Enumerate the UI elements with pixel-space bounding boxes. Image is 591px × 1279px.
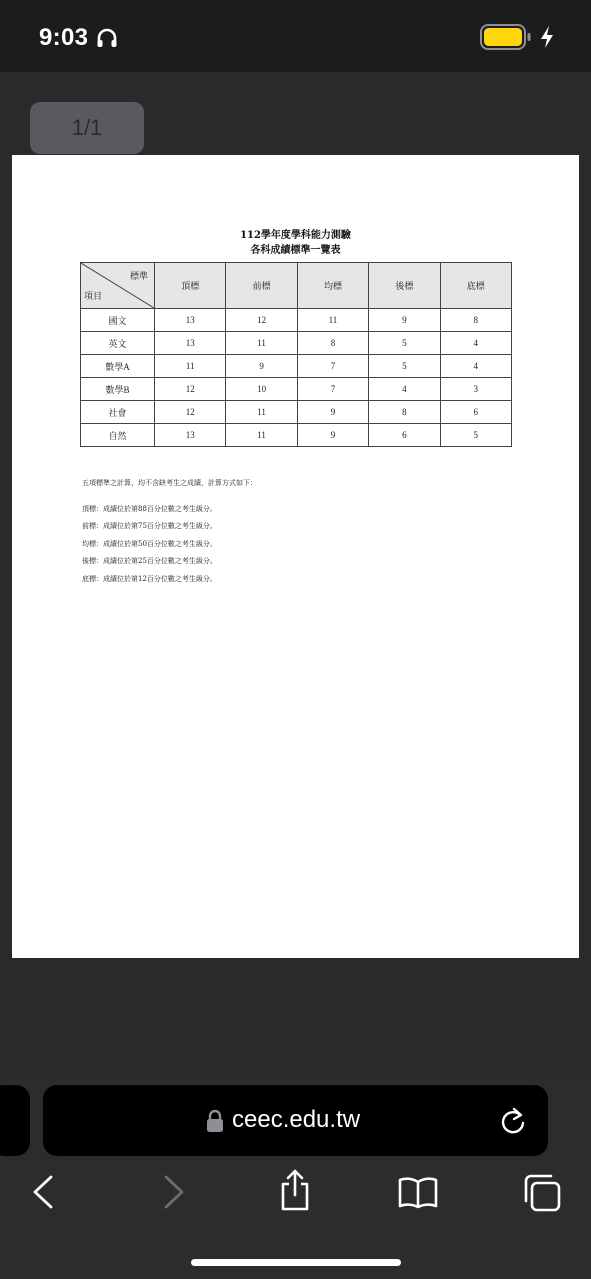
- share-icon[interactable]: [278, 1168, 312, 1212]
- table-cell: 4: [440, 332, 511, 355]
- column-header: 底標: [440, 263, 511, 309]
- column-header: 頂標: [155, 263, 226, 309]
- table-cell: 8: [297, 332, 368, 355]
- status-bar: [0, 0, 591, 72]
- document-title: [12, 228, 579, 258]
- row-subject: 自然: [81, 424, 155, 447]
- table-cell: 9: [226, 355, 297, 378]
- bookmarks-book-icon[interactable]: [397, 1175, 439, 1209]
- table-cell: 12: [226, 309, 297, 332]
- home-indicator[interactable]: [191, 1259, 401, 1266]
- table-cell: 12: [155, 378, 226, 401]
- table-row: [81, 309, 512, 332]
- page-counter: 1/1: [30, 102, 144, 154]
- column-header: 均標: [297, 263, 368, 309]
- table-cell: 11: [226, 401, 297, 424]
- column-header: 後標: [369, 263, 440, 309]
- table-cell: 12: [155, 401, 226, 424]
- notes-intro: 五項標準之計算，均不含缺考生之成績，計算方式如下：: [82, 479, 257, 487]
- table-cell: 11: [226, 332, 297, 355]
- table-cell: 13: [155, 309, 226, 332]
- table-cell: 6: [440, 401, 511, 424]
- calculation-notes: [82, 475, 257, 588]
- forward-chevron-right-icon[interactable]: [162, 1175, 186, 1209]
- document-title-line1: 112學年度學科能力測驗: [240, 230, 351, 241]
- table-cell: 4: [440, 355, 511, 378]
- table-cell: 5: [369, 355, 440, 378]
- reload-icon[interactable]: [499, 1106, 527, 1136]
- table-row: [81, 355, 512, 378]
- note-line: 底標：成績位於第12百分位數之考生級分。: [82, 574, 217, 583]
- table-row: [81, 424, 512, 447]
- table-cell: 11: [297, 309, 368, 332]
- table-cell: 4: [369, 378, 440, 401]
- url-text[interactable]: ceec.edu.tw: [232, 1106, 361, 1133]
- table-cell: 5: [369, 332, 440, 355]
- table-row: [81, 378, 512, 401]
- table-cell: 5: [440, 424, 511, 447]
- score-standards-table: [80, 262, 512, 447]
- table-header-row: [81, 263, 512, 309]
- table-cell: 9: [297, 424, 368, 447]
- table-cell: 9: [369, 309, 440, 332]
- charging-bolt-icon: [539, 25, 555, 49]
- battery-icon: [480, 24, 532, 50]
- table-row: [81, 401, 512, 424]
- lock-icon: [206, 1109, 224, 1133]
- corner-label-subject: 項目: [84, 291, 103, 301]
- note-line: 後標：成績位於第25百分位數之考生級分。: [82, 557, 217, 565]
- table-cell: 8: [369, 401, 440, 424]
- note-line: 頂標：成績位於第88百分位數之考生級分。: [82, 504, 217, 513]
- tabs-icon[interactable]: [522, 1173, 562, 1213]
- table-cell: 11: [226, 424, 297, 447]
- headphones-icon: [96, 27, 118, 49]
- table-cell: 13: [155, 332, 226, 355]
- status-time: 9:03: [39, 24, 89, 51]
- table-cell: 3: [440, 378, 511, 401]
- note-line: 前標：成績位於第75百分位數之考生級分。: [82, 522, 217, 530]
- back-chevron-left-icon[interactable]: [31, 1175, 55, 1209]
- previous-tab-peek[interactable]: [0, 1085, 30, 1156]
- table-cell: 6: [369, 424, 440, 447]
- corner-label-standard: 標準: [129, 271, 148, 281]
- pdf-page[interactable]: [12, 155, 579, 958]
- row-subject: 國文: [81, 309, 155, 332]
- table-cell: 11: [155, 355, 226, 378]
- table-cell: 8: [440, 309, 511, 332]
- row-subject: 社會: [81, 401, 155, 424]
- note-line: 均標：成績位於第50百分位數之考生級分。: [82, 539, 217, 548]
- row-subject: 數學B: [81, 378, 155, 401]
- table-corner-cell: [81, 263, 155, 309]
- table-row: [81, 332, 512, 355]
- table-cell: 7: [297, 355, 368, 378]
- table-cell: 13: [155, 424, 226, 447]
- column-header: 前標: [226, 263, 297, 309]
- table-cell: 10: [226, 378, 297, 401]
- row-subject: 數學A: [81, 355, 155, 378]
- table-cell: 7: [297, 378, 368, 401]
- table-cell: 9: [297, 401, 368, 424]
- row-subject: 英文: [81, 332, 155, 355]
- document-title-line2: 各科成績標準一覽表: [250, 245, 341, 256]
